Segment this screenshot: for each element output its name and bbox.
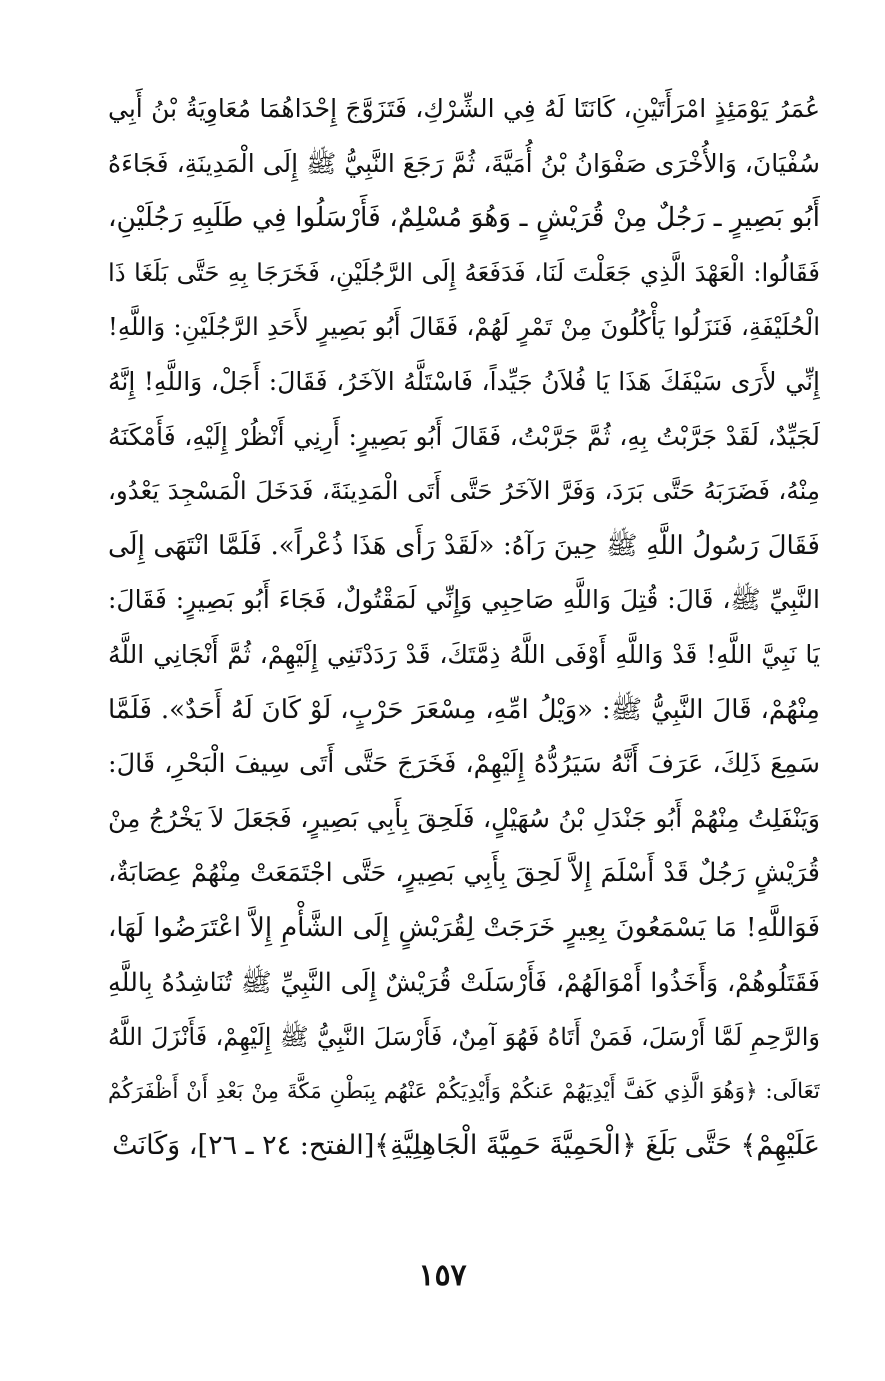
- text-line: وَالرَّحِمِ لَمَّا أَرْسَلَ، فَمَنْ أَتَاهُ فَهُوَ آمِنٌ، فَأَرْسَلَ النَّبِيُّ ﷺ إِلَيْهِمْ، فَأَنْزَلَ اللَّهُ: [108, 1023, 820, 1052]
- text-line: وَيَنْفَلِتُ مِنْهُمْ أَبُو جَنْدَلِ بْنُ سُهَيْلٍ، فَلَحِقَ بِأَبِي بَصِيرٍ، فَجَعَلَ لاَ يَخْرُجُ مِنْ: [108, 803, 820, 833]
- text-line: لَجَيِّدٌ، لَقَدْ جَرَّبْتُ بِهِ، ثُمَّ جَرَّبْتُ، فَقَالَ أَبُو بَصِيرٍ: أَرِنِي أَنْظُرْ إِلَيْهِ، فَأَمْكَنَهُ: [108, 421, 820, 451]
- text-line: مِنْهُ، فَضَرَبَهُ حَتَّى بَرَدَ، وَفَرَّ الآخَرُ حَتَّى أَتَى الْمَدِينَةَ، فَدَخَلَ الْمَسْجِدَ يَعْدُو،: [108, 476, 820, 506]
- text-line: الْحُلَيْفَةِ، فَنَزَلُوا يَأْكُلُونَ مِنْ تَمْرٍ لَهُمْ، فَقَالَ أَبُو بَصِيرٍ لأَحَدِ الرَّجُلَيْنِ: وَاللَّهِ!: [108, 312, 820, 342]
- text-line: أَبُو بَصِيرٍ ـ رَجُلٌ مِنْ قُرَيْشٍ ـ وَهُوَ مُسْلِمٌ، فَأَرْسَلُوا فِي طَلَبِهِ رَجُلَيْنِ،: [108, 202, 820, 234]
- text-line: عَلَيْهِمْ﴾ حَتَّى بَلَغَ ﴿الْحَمِيَّةَ حَمِيَّةَ الْجَاهِلِيَّةِ﴾[الفتح: ٢٤ ـ ٢٦]، وَكَانَتْ: [112, 1130, 820, 1162]
- text-line: مِنْهُمْ، قَالَ النَّبِيُّ ﷺ: «وَيْلُ امِّهِ، مِسْعَرَ حَرْبٍ، لَوْ كَانَ لَهُ أَحَدٌ». فَلَمَّا: [108, 694, 820, 725]
- text-line: تَعَالَى: ﴿وَهُوَ الَّذِي كَفَّ أَيْدِيَهُمْ عَنكُمْ وَأَيْدِيَكُمْ عَنْهُم بِبَطْنِ مَكَّةَ مِنْ بَعْدِ أَنْ أَظْفَرَكُمْ: [108, 1078, 820, 1104]
- text-line: النَّبِيِّ ﷺ، قَالَ: قُتِلَ وَاللَّهِ صَاحِبِي وَإِنِّي لَمَقْتُولٌ، فَجَاءَ أَبُو بَصِيرٍ: فَقَالَ:: [108, 585, 820, 615]
- text-line: فَقَالَ رَسُولُ اللَّهِ ﷺ حِينَ رَآهُ: «لَقَدْ رَأَى هَذَا ذُعْراً». فَلَمَّا انْتَهَى إِلَى: [108, 530, 820, 561]
- text-line: سُفْيَانَ، وَالأُخْرَى صَفْوَانُ بْنُ أُمَيَّةَ، ثُمَّ رَجَعَ النَّبِيُّ ﷺ إِلَى الْمَدِينَةِ، فَجَاءَهُ: [108, 148, 820, 178]
- text-line: قُرَيْشٍ رَجُلٌ قَدْ أَسْلَمَ إِلاَّ لَحِقَ بِأَبِي بَصِيرٍ، حَتَّى اجْتَمَعَتْ مِنْهُمْ عِصَابَةٌ،: [108, 858, 820, 889]
- text-line: يَا نَبِيَّ اللَّهِ! قَدْ وَاللَّهِ أَوْفَى اللَّهُ ذِمَّتَكَ، قَدْ رَدَدْتَنِي إِلَيْهِمْ، ثُمَّ أَنْجَانِي اللَّهُ: [108, 639, 820, 669]
- text-line: عُمَرُ يَوْمَئِذٍ امْرَأَتَيْنِ، كَانَتَا لَهُ فِي الشِّرْكِ، فَتَزَوَّجَ إِحْدَاهُمَا مُعَاوِيَةُ بْنُ أَبِي: [108, 94, 820, 123]
- text-line: إِنِّي لأَرَى سَيْفَكَ هَذَا يَا فُلاَنُ جَيِّداً، فَاسْتَلَّهُ الآخَرُ، فَقَالَ: أَجَلْ، وَاللَّهِ! إِنَّهُ: [108, 366, 820, 396]
- page-number: ١٥٧: [418, 1258, 467, 1293]
- text-line: فَوَاللَّهِ! مَا يَسْمَعُونَ بِعِيرٍ خَرَجَتْ لِقُرَيْشٍ إِلَى الشَّأْمِ إِلاَّ اعْتَرَضُوا لَهَا،: [108, 912, 820, 943]
- text-line: فَقَتَلُوهُمْ، وَأَخَذُوا أَمْوَالَهُمْ، فَأَرْسَلَتْ قُرَيْشٌ إِلَى النَّبِيِّ ﷺ تُنَاشِدُهُ بِاللَّهِ: [108, 967, 820, 998]
- text-line: سَمِعَ ذَلِكَ، عَرَفَ أَنَّهُ سَيَرُدُّهُ إِلَيْهِمْ، فَخَرَجَ حَتَّى أَتَى سِيفَ الْبَحْرِ، قَالَ:: [108, 749, 820, 780]
- text-line: فَقَالُوا: الْعَهْدَ الَّذِي جَعَلْتَ لَنَا، فَدَفَعَهُ إِلَى الرَّجُلَيْنِ، فَخَرَجَا بِهِ حَتَّى بَلَغَا ذَا: [108, 257, 820, 287]
- body-text: [108, 82, 820, 1174]
